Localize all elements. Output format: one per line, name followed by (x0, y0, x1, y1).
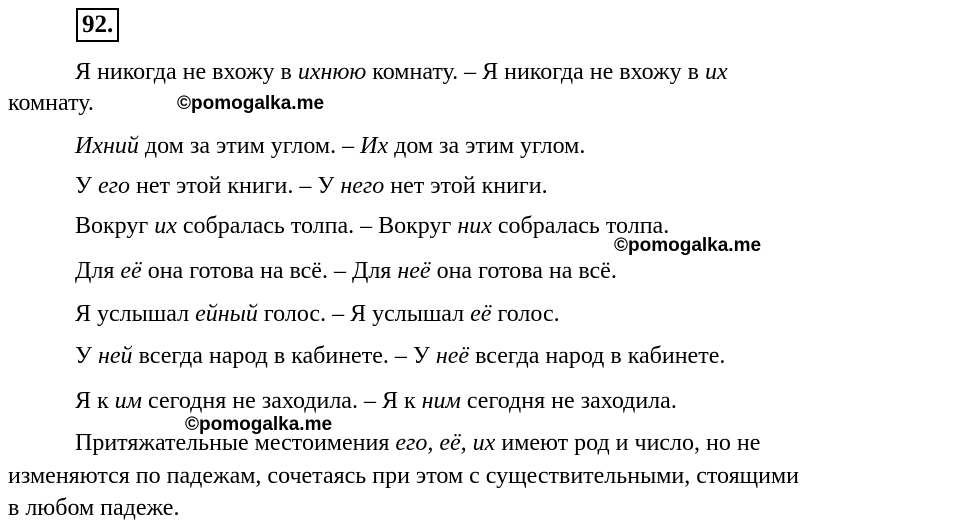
text-run: изменяются по падежам, сочетаясь при этом с существительными, стоящими (8, 463, 799, 489)
watermark: ©pomogalka.me (614, 235, 762, 256)
text-run: Для (75, 258, 121, 284)
italic-word: ней (98, 343, 133, 369)
text-line (75, 342, 725, 370)
text-run: Я к (75, 388, 115, 414)
text-run: дом за этим углом. – (138, 133, 361, 159)
text-run: она готова на всё. (430, 258, 617, 284)
text-run: дом за этим углом. (388, 133, 586, 159)
text-run: голос. – Я услышал (257, 301, 471, 327)
italic-word: неё (397, 258, 431, 284)
text-run: У (75, 343, 98, 369)
text-line (75, 132, 585, 160)
text-run: собралась толпа. (491, 213, 670, 239)
text-line (75, 172, 548, 200)
italic-word: им (114, 388, 142, 414)
italic-word: её (470, 301, 492, 327)
text-run: нет этой книги. – У (130, 173, 341, 199)
italic-word: Их (360, 133, 389, 159)
text-line (8, 462, 799, 490)
italic-word: их (154, 213, 177, 239)
text-line (75, 429, 760, 457)
text-run: Притяжательные местоимения (75, 430, 396, 456)
watermark: ©pomogalka.me (185, 414, 333, 435)
italic-word: них (457, 213, 492, 239)
text-line (8, 494, 179, 522)
text-run: всегда народ в кабинете. – У (132, 343, 436, 369)
italic-word: ним (421, 388, 461, 414)
text-run: голос. (491, 301, 560, 327)
italic-word: их (705, 59, 728, 85)
text-run: нет этой книги. (384, 173, 548, 199)
text-run: Я услышал (75, 301, 196, 327)
italic-word: её (120, 258, 142, 284)
italic-word: его, её, их (395, 430, 496, 456)
text-run: всегда народ в кабинете. (469, 343, 726, 369)
exercise-number: 92. (76, 8, 119, 42)
watermark: ©pomogalka.me (177, 93, 325, 114)
italic-word: неё (435, 343, 470, 369)
text-run: комнату. (8, 90, 94, 116)
text-run: Я никогда не вхожу в (75, 59, 298, 85)
italic-word: ейный (195, 301, 258, 327)
text-line (75, 257, 617, 285)
italic-word: его (98, 173, 131, 199)
italic-word: Ихний (75, 133, 139, 159)
text-line (75, 212, 669, 240)
text-line (75, 387, 677, 415)
text-run: комнату. – Я никогда не вхожу в (366, 59, 705, 85)
text-line (8, 89, 94, 117)
text-run: сегодня не заходила. (460, 388, 677, 414)
text-run: собралась толпа. – Вокруг (176, 213, 458, 239)
text-run: Вокруг (75, 213, 155, 239)
italic-word: него (340, 173, 385, 199)
text-run: в любом падеже. (8, 495, 180, 521)
text-run: имеют род и число, но не (495, 430, 761, 456)
text-line (75, 300, 560, 328)
italic-word: ихнюю (297, 59, 367, 85)
text-line (75, 58, 728, 86)
text-run: У (75, 173, 98, 199)
text-run: она готова на всё. – Для (141, 258, 398, 284)
text-run: сегодня не заходила. – Я к (142, 388, 422, 414)
